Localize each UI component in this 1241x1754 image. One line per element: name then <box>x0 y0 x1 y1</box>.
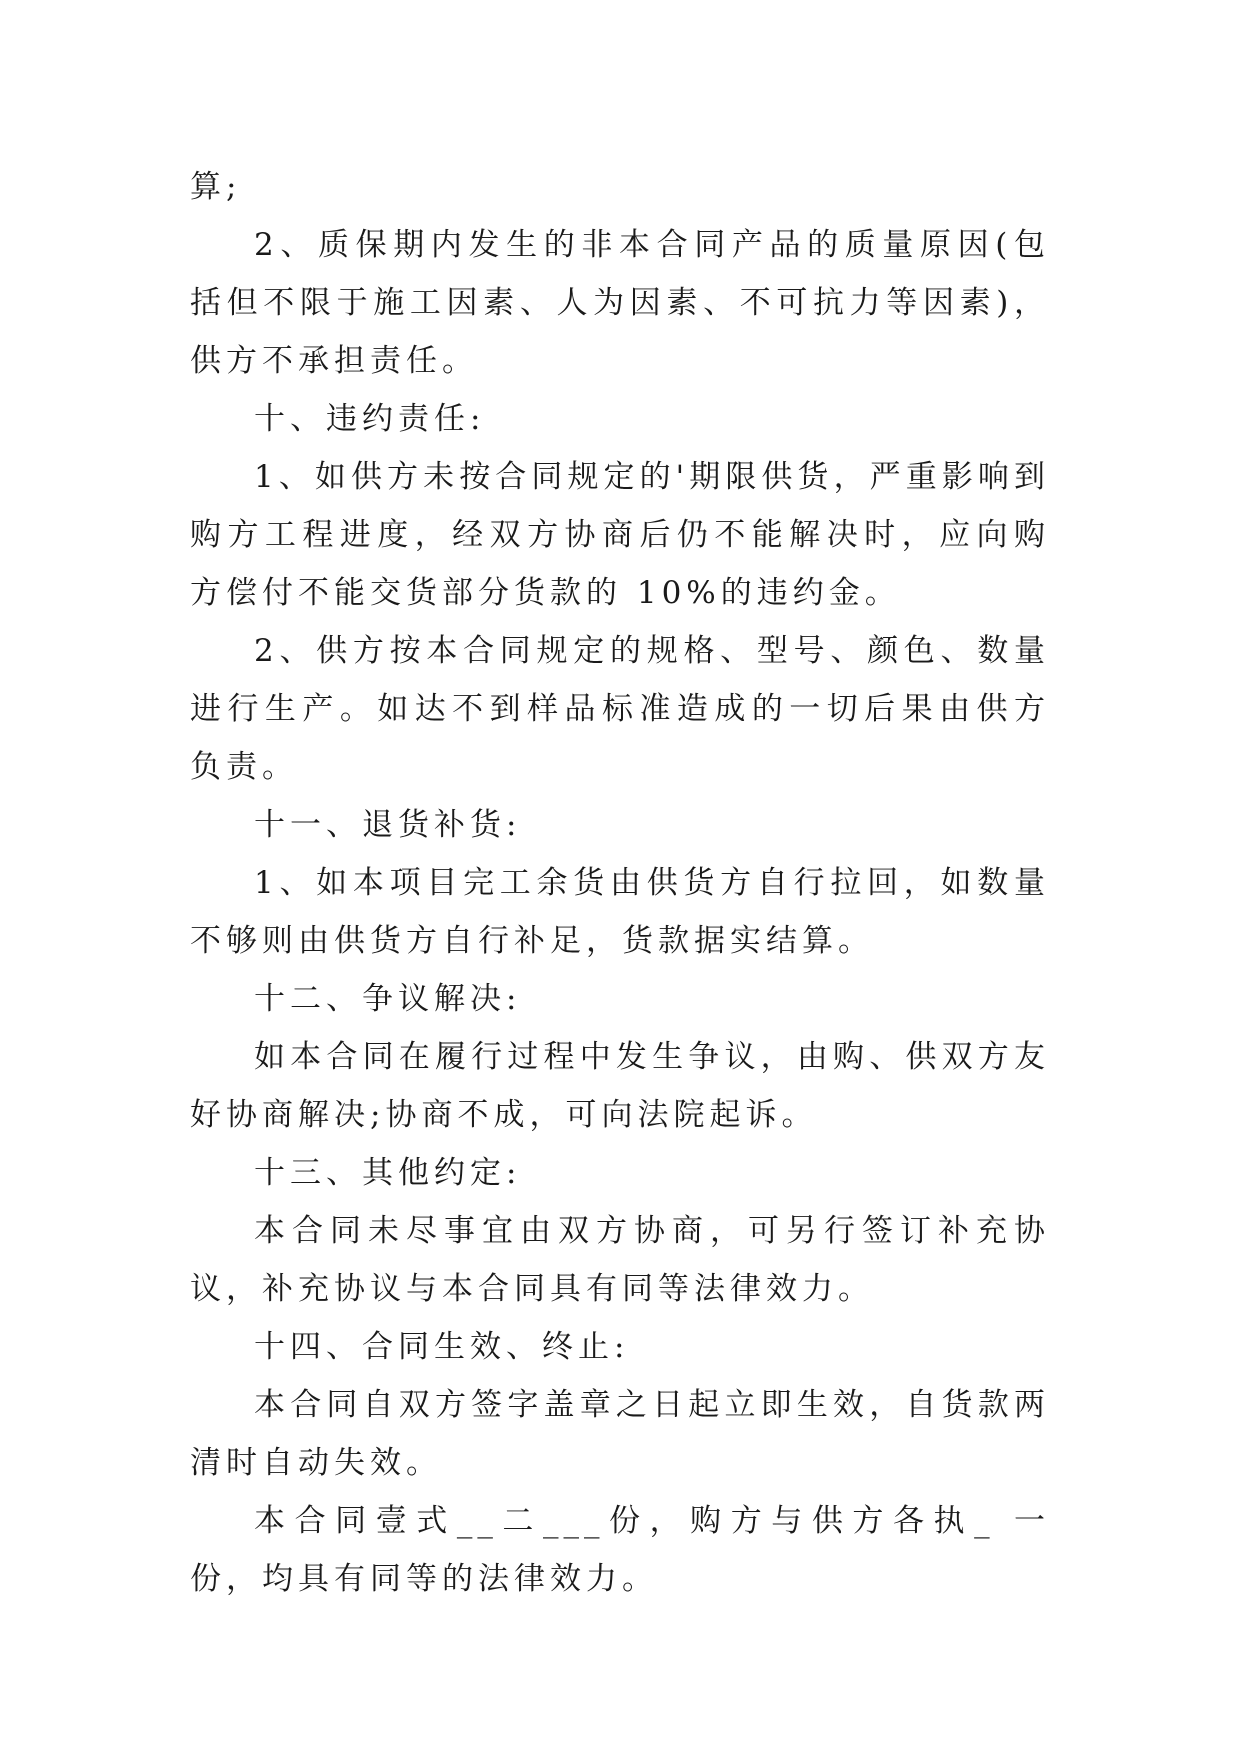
paragraph-late-delivery-penalty: 1、如供方未按合同规定的'期限供货，严重影响到购方工程进度，经双方协商后仍不能解决时，应向购方偿付不能交货部分货款的 10%的违约金。 <box>190 459 1050 611</box>
paragraph-continuation: 算; <box>190 169 242 205</box>
section-heading-breach-liability: 十、违约责任: <box>254 401 486 437</box>
section-heading-returns: 十一、退货补货: <box>254 807 522 843</box>
paragraph-returns: 1、如本项目完工余货由供货方自行拉回，如数量不够则由供货方自行补足，货款据实结算。 <box>190 865 1050 959</box>
paragraph-production-spec: 2、供方按本合同规定的规格、型号、颜色、数量进行生产。如达不到样品标准造成的一切后果由供方负责。 <box>190 633 1050 785</box>
section-heading-effectiveness: 十四、合同生效、终止: <box>254 1329 630 1365</box>
paragraph-effectiveness: 本合同自双方签字盖章之日起立即生效，自货款两清时自动失效。 <box>190 1387 1050 1481</box>
paragraph-copies: 本合同壹式__二___份，购方与供方各执_ 一 份，均具有同等的法律效力。 <box>190 1503 1050 1597</box>
document-body <box>190 158 1050 1608</box>
paragraph-other-terms: 本合同未尽事宜由双方协商，可另行签订补充协议，补充协议与本合同具有同等法律效力。 <box>190 1213 1050 1307</box>
paragraph-dispute-resolution: 如本合同在履行过程中发生争议，由购、供双方友好协商解决;协商不成，可向法院起诉。 <box>190 1039 1050 1133</box>
paragraph-warranty-exclusion: 2、质保期内发生的非本合同产品的质量原因(包括但不限于施工因素、人为因素、不可抗力等因素)，供方不承担责任。 <box>190 227 1050 379</box>
section-heading-dispute-resolution: 十二、争议解决: <box>254 981 522 1017</box>
section-heading-other-terms: 十三、其他约定: <box>254 1155 522 1191</box>
